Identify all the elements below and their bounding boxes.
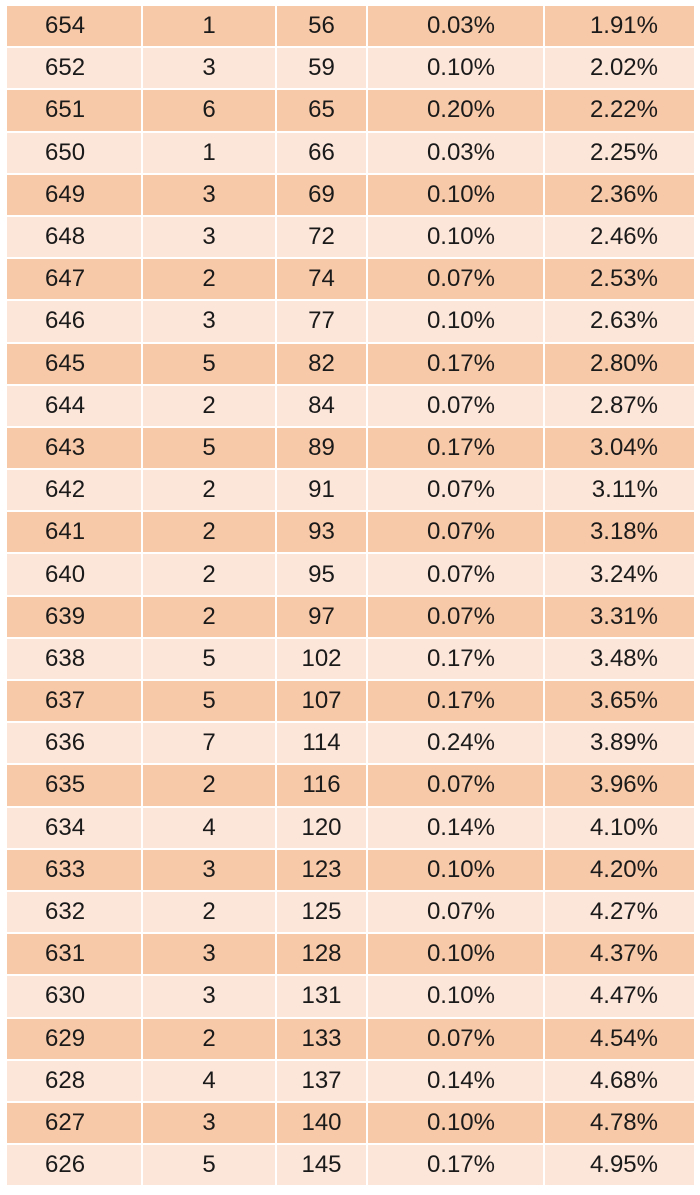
percent-cell: 0.07% [367,596,544,638]
cumulative-count-cell: 114 [276,722,367,764]
table-row [7,680,694,722]
cumulative-percent-cell: 3.18% [544,511,694,553]
cumulative-percent-cell: 3.04% [544,427,694,469]
score-cell: 630 [7,975,142,1017]
score-cell: 640 [7,553,142,595]
score-cell: 645 [7,343,142,385]
score-cell: 635 [7,764,142,806]
cumulative-count-cell: 72 [276,216,367,258]
table-row [7,849,694,891]
percent-cell: 0.14% [367,807,544,849]
count-cell: 4 [142,1060,276,1102]
percent-cell: 0.07% [367,511,544,553]
percent-cell: 0.17% [367,343,544,385]
table-row [7,469,694,511]
count-cell: 2 [142,511,276,553]
cumulative-percent-cell: 4.68% [544,1060,694,1102]
percent-cell: 0.20% [367,89,544,131]
cumulative-count-cell: 95 [276,553,367,595]
cumulative-percent-cell: 4.78% [544,1102,694,1144]
percent-cell: 0.10% [367,216,544,258]
score-cell: 652 [7,47,142,89]
count-cell: 5 [142,1144,276,1186]
percent-cell: 0.07% [367,469,544,511]
score-cell: 647 [7,258,142,300]
cumulative-percent-cell: 3.48% [544,638,694,680]
cumulative-percent-cell: 4.10% [544,807,694,849]
score-cell: 633 [7,849,142,891]
score-cell: 629 [7,1018,142,1060]
cumulative-count-cell: 59 [276,47,367,89]
count-cell: 2 [142,553,276,595]
score-cell: 627 [7,1102,142,1144]
score-cell: 654 [7,6,142,47]
score-cell: 632 [7,891,142,933]
count-cell: 5 [142,343,276,385]
cumulative-percent-cell: 3.96% [544,764,694,806]
score-cell: 638 [7,638,142,680]
percent-cell: 0.07% [367,1018,544,1060]
table-row [7,343,694,385]
table-body [7,6,694,1186]
score-cell: 637 [7,680,142,722]
percent-cell: 0.17% [367,427,544,469]
score-cell: 643 [7,427,142,469]
cumulative-percent-cell: 2.80% [544,343,694,385]
table-row [7,933,694,975]
score-cell: 644 [7,385,142,427]
score-cell: 642 [7,469,142,511]
count-cell: 3 [142,849,276,891]
table-row [7,764,694,806]
cumulative-percent-cell: 4.20% [544,849,694,891]
cumulative-percent-cell: 4.47% [544,975,694,1017]
score-cell: 650 [7,132,142,174]
cumulative-count-cell: 65 [276,89,367,131]
cumulative-count-cell: 131 [276,975,367,1017]
count-cell: 3 [142,1102,276,1144]
table-row [7,89,694,131]
table-row [7,511,694,553]
percent-cell: 0.07% [367,891,544,933]
cumulative-count-cell: 77 [276,300,367,342]
score-distribution-table [7,6,694,1187]
cumulative-count-cell: 82 [276,343,367,385]
cumulative-count-cell: 120 [276,807,367,849]
score-cell: 636 [7,722,142,764]
cumulative-count-cell: 97 [276,596,367,638]
percent-cell: 0.14% [367,1060,544,1102]
cumulative-percent-cell: 3.89% [544,722,694,764]
table-row [7,975,694,1017]
cumulative-percent-cell: 3.11% [544,469,694,511]
score-cell: 639 [7,596,142,638]
table-row [7,1144,694,1186]
cumulative-count-cell: 74 [276,258,367,300]
cumulative-count-cell: 84 [276,385,367,427]
table-row [7,427,694,469]
table-row [7,258,694,300]
percent-cell: 0.10% [367,975,544,1017]
count-cell: 2 [142,469,276,511]
cumulative-percent-cell: 2.53% [544,258,694,300]
score-cell: 631 [7,933,142,975]
cumulative-count-cell: 125 [276,891,367,933]
score-cell: 628 [7,1060,142,1102]
count-cell: 3 [142,216,276,258]
cumulative-percent-cell: 1.91% [544,6,694,47]
count-cell: 2 [142,385,276,427]
count-cell: 5 [142,427,276,469]
table-row [7,553,694,595]
cumulative-count-cell: 69 [276,174,367,216]
score-cell: 634 [7,807,142,849]
cumulative-percent-cell: 2.02% [544,47,694,89]
table-row [7,47,694,89]
table-row [7,174,694,216]
score-distribution-table-wrapper [7,6,694,1187]
table-row [7,596,694,638]
percent-cell: 0.07% [367,764,544,806]
cumulative-count-cell: 137 [276,1060,367,1102]
score-cell: 651 [7,89,142,131]
cumulative-count-cell: 133 [276,1018,367,1060]
percent-cell: 0.10% [367,300,544,342]
percent-cell: 0.03% [367,6,544,47]
cumulative-count-cell: 102 [276,638,367,680]
cumulative-count-cell: 116 [276,764,367,806]
cumulative-count-cell: 91 [276,469,367,511]
cumulative-count-cell: 66 [276,132,367,174]
table-row [7,1102,694,1144]
percent-cell: 0.07% [367,258,544,300]
count-cell: 2 [142,1018,276,1060]
percent-cell: 0.24% [367,722,544,764]
percent-cell: 0.10% [367,47,544,89]
count-cell: 2 [142,764,276,806]
count-cell: 3 [142,174,276,216]
cumulative-percent-cell: 4.27% [544,891,694,933]
percent-cell: 0.10% [367,933,544,975]
table-row [7,891,694,933]
percent-cell: 0.10% [367,1102,544,1144]
table-row [7,216,694,258]
table-row [7,722,694,764]
count-cell: 7 [142,722,276,764]
count-cell: 3 [142,47,276,89]
count-cell: 3 [142,975,276,1017]
percent-cell: 0.07% [367,553,544,595]
cumulative-percent-cell: 3.24% [544,553,694,595]
table-row [7,300,694,342]
cumulative-count-cell: 123 [276,849,367,891]
count-cell: 1 [142,6,276,47]
score-cell: 646 [7,300,142,342]
percent-cell: 0.17% [367,680,544,722]
percent-cell: 0.17% [367,1144,544,1186]
table-row [7,1018,694,1060]
table-row [7,638,694,680]
table-row [7,6,694,47]
count-cell: 6 [142,89,276,131]
percent-cell: 0.07% [367,385,544,427]
cumulative-percent-cell: 3.65% [544,680,694,722]
cumulative-percent-cell: 2.46% [544,216,694,258]
table-row [7,807,694,849]
score-cell: 648 [7,216,142,258]
cumulative-percent-cell: 2.22% [544,89,694,131]
cumulative-percent-cell: 4.37% [544,933,694,975]
cumulative-percent-cell: 2.36% [544,174,694,216]
cumulative-percent-cell: 2.25% [544,132,694,174]
cumulative-count-cell: 93 [276,511,367,553]
percent-cell: 0.10% [367,849,544,891]
count-cell: 2 [142,596,276,638]
count-cell: 3 [142,933,276,975]
cumulative-count-cell: 145 [276,1144,367,1186]
table-row [7,1060,694,1102]
cumulative-count-cell: 140 [276,1102,367,1144]
cumulative-percent-cell: 2.87% [544,385,694,427]
percent-cell: 0.03% [367,132,544,174]
cumulative-percent-cell: 4.95% [544,1144,694,1186]
table-row [7,132,694,174]
cumulative-count-cell: 107 [276,680,367,722]
count-cell: 2 [142,891,276,933]
score-cell: 641 [7,511,142,553]
score-cell: 626 [7,1144,142,1186]
score-cell: 649 [7,174,142,216]
table-row [7,385,694,427]
cumulative-count-cell: 89 [276,427,367,469]
count-cell: 4 [142,807,276,849]
count-cell: 3 [142,300,276,342]
cumulative-percent-cell: 3.31% [544,596,694,638]
count-cell: 5 [142,638,276,680]
count-cell: 2 [142,258,276,300]
percent-cell: 0.17% [367,638,544,680]
cumulative-percent-cell: 2.63% [544,300,694,342]
count-cell: 5 [142,680,276,722]
cumulative-percent-cell: 4.54% [544,1018,694,1060]
percent-cell: 0.10% [367,174,544,216]
count-cell: 1 [142,132,276,174]
cumulative-count-cell: 56 [276,6,367,47]
cumulative-count-cell: 128 [276,933,367,975]
